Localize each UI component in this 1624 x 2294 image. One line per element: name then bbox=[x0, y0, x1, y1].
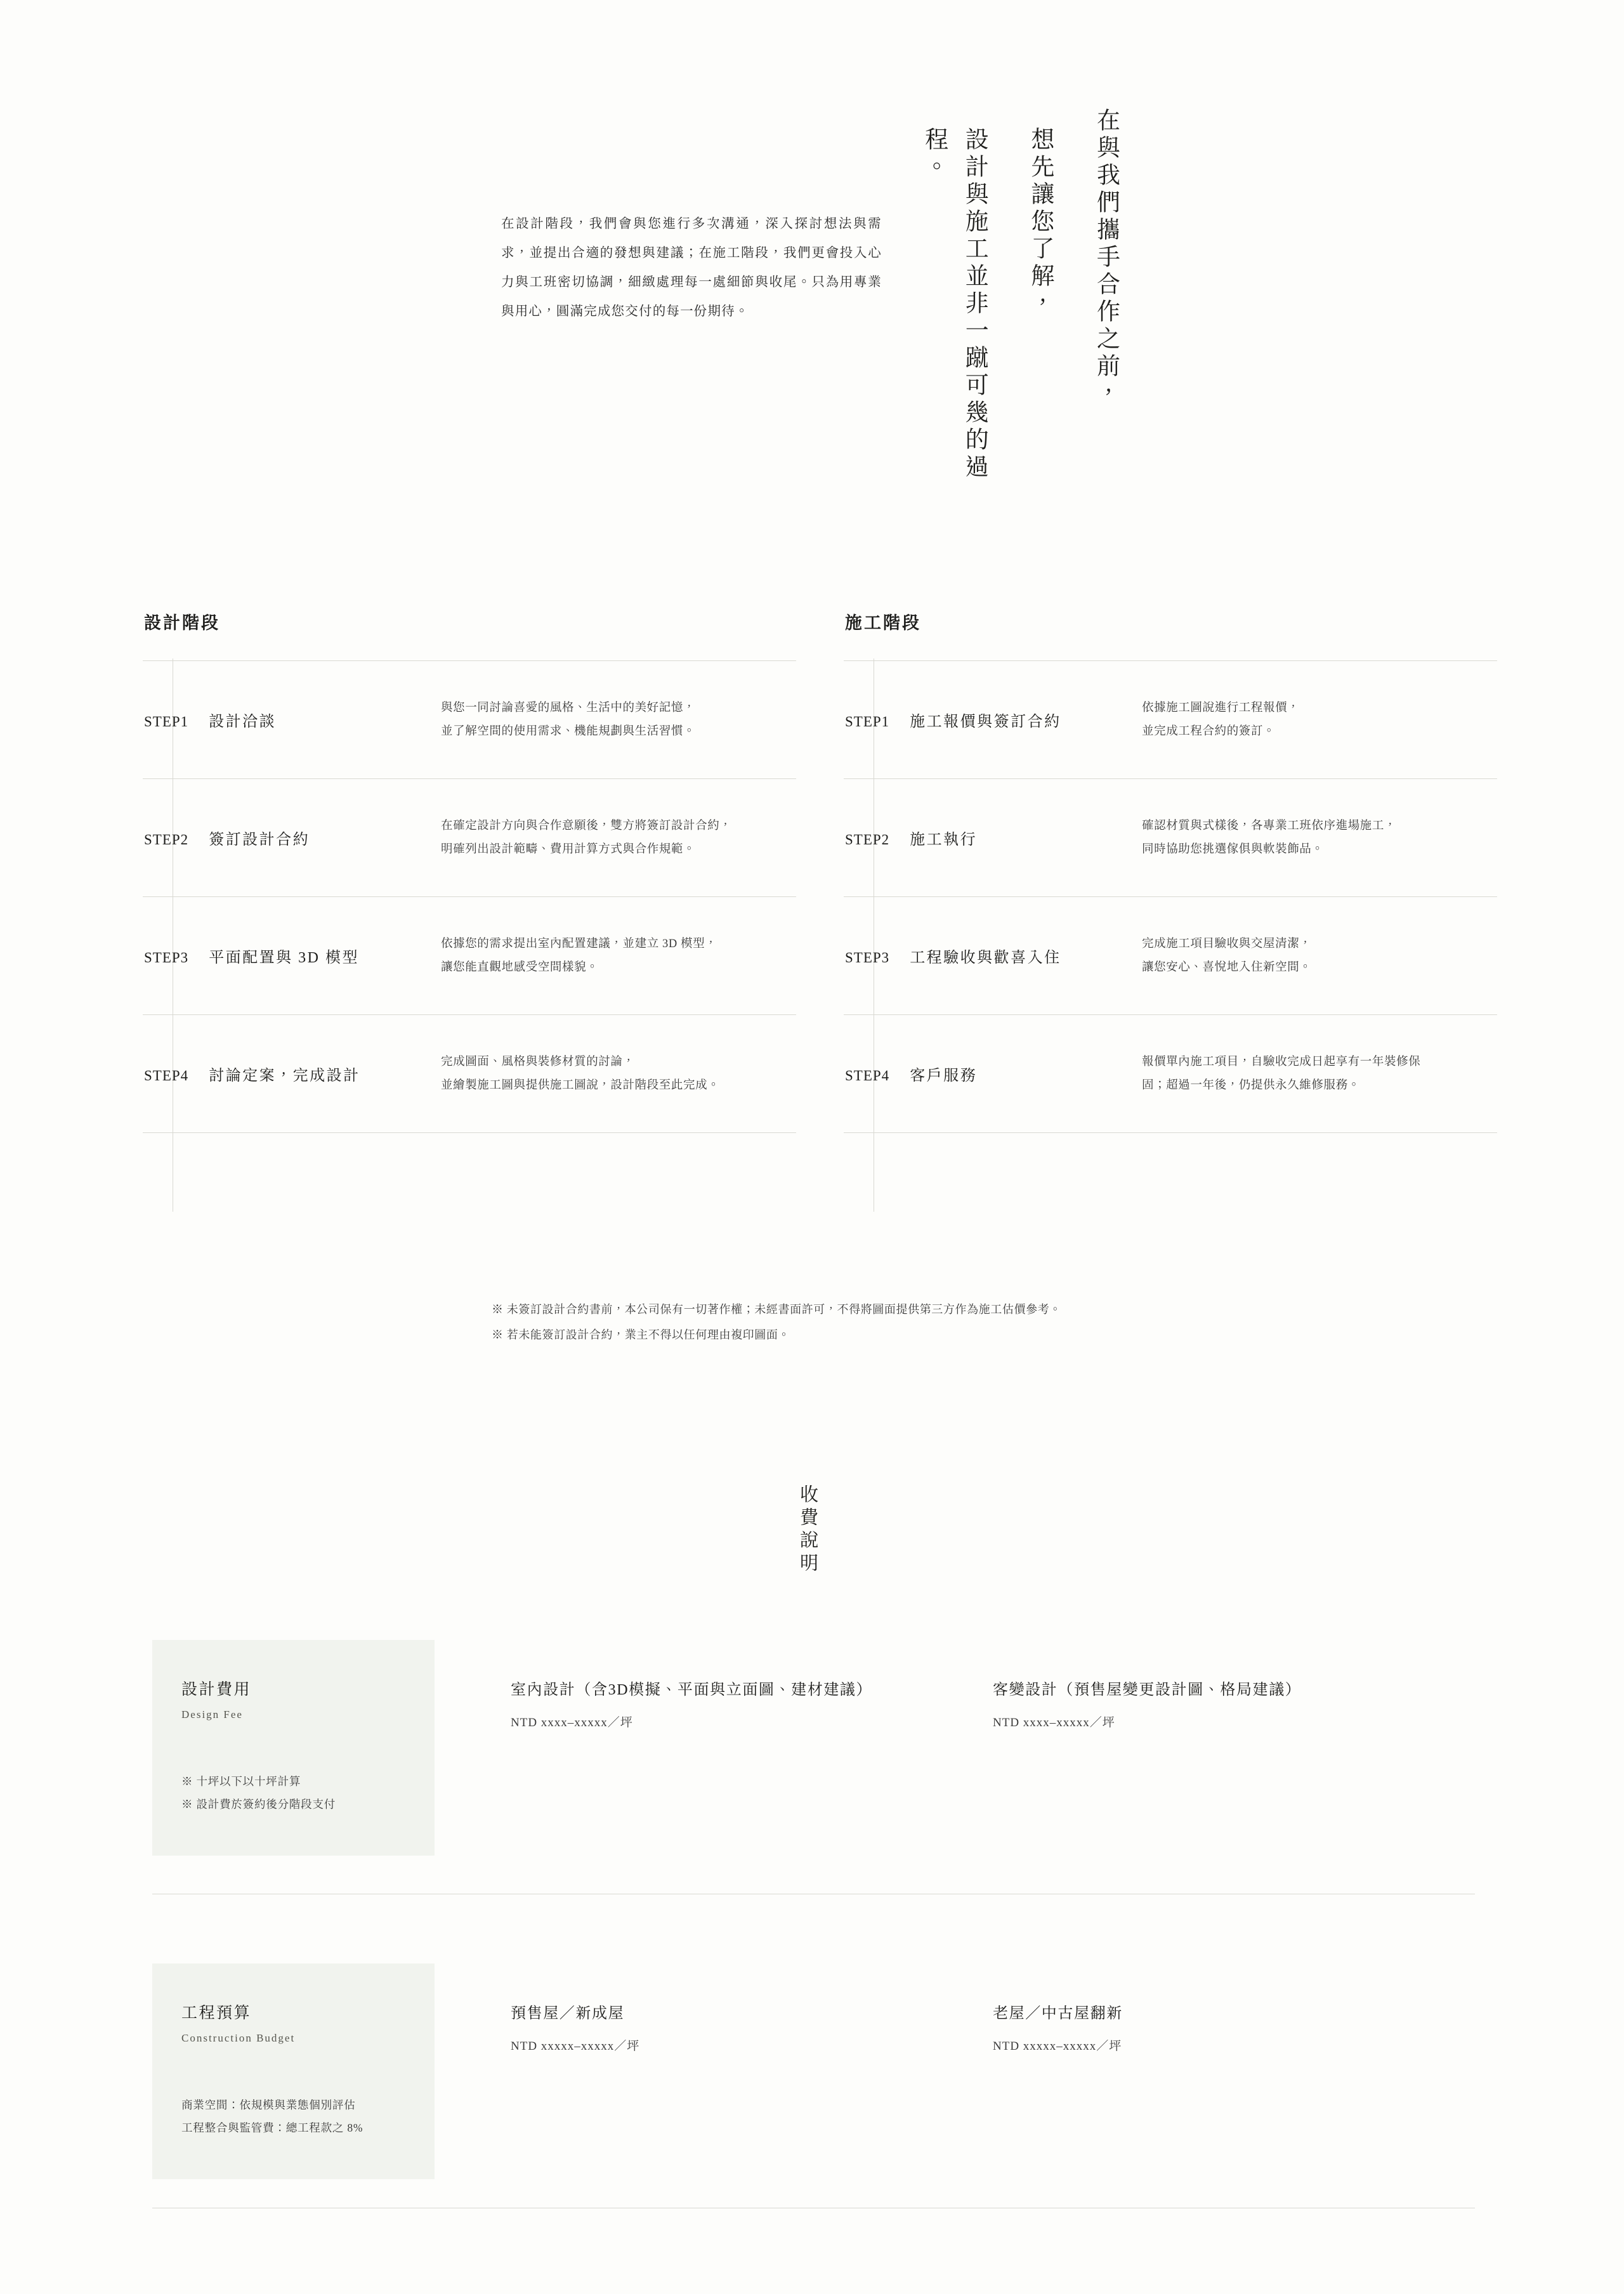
step-number: STEP4 bbox=[144, 1068, 189, 1084]
construction-step-2-label bbox=[844, 827, 1142, 849]
construction-step-3-label bbox=[844, 945, 1142, 967]
design-step-2-label bbox=[143, 827, 441, 849]
table-row bbox=[143, 779, 796, 897]
construction-step-3-desc bbox=[1142, 933, 1497, 980]
step-name: 設計洽談 bbox=[209, 714, 277, 730]
step-desc-line: 與您一同討論喜愛的風格、生活中的美好記憶， bbox=[441, 701, 696, 714]
table-row bbox=[844, 1015, 1497, 1133]
fee-card-note: 工程整合與監管費：總工程款之 8% bbox=[181, 2121, 363, 2134]
step-name: 施工執行 bbox=[910, 832, 978, 848]
construction-stage-title: 施工階段 bbox=[845, 613, 921, 632]
construction-step-4-label bbox=[844, 1063, 1142, 1085]
fee-card-construction bbox=[152, 1963, 435, 2179]
construction-step-4-desc bbox=[1142, 1051, 1497, 1098]
design-stage-column bbox=[143, 609, 796, 1133]
step-desc-line: 讓您能直觀地感受空間樣貌。 bbox=[441, 960, 599, 974]
fee-card-note: ※ 十坪以下以十坪計算 bbox=[181, 1775, 301, 1788]
design-step-3-desc bbox=[441, 933, 796, 980]
legal-note-1: ※ 未簽訂設計合約書前，本公司保有一切著作權；未經書面許可，不得將圖面提供第三方作為施工估價參考。 bbox=[492, 1303, 1061, 1316]
fee-column-price: NTD xxxxx–xxxxx／坪 bbox=[511, 2040, 640, 2053]
table-row bbox=[143, 1015, 796, 1133]
design-step-2-desc bbox=[441, 815, 796, 862]
fee-card-title: 工程預算 bbox=[181, 2005, 252, 2022]
step-desc-line: 讓您安心、喜悅地入住新空間。 bbox=[1142, 960, 1312, 974]
hero-vertical-line-2: 想先讓您了解， bbox=[1026, 127, 1053, 318]
fee-card-note: ※ 設計費於簽約後分階段支付 bbox=[181, 1797, 336, 1811]
table-row bbox=[844, 897, 1497, 1015]
step-desc-line: 完成圖面、風格與裝修材質的討論， bbox=[441, 1055, 635, 1068]
fee-card-subtitle: Construction Budget bbox=[181, 2032, 296, 2044]
step-desc-line: 明確列出設計範疇、費用計算方式與合作規範。 bbox=[441, 842, 696, 856]
step-number: STEP1 bbox=[144, 714, 189, 730]
design-stage-title: 設計階段 bbox=[144, 613, 220, 632]
table-row bbox=[143, 660, 796, 779]
design-step-4-desc bbox=[441, 1051, 796, 1098]
fee-column-presale-new-house bbox=[511, 2000, 993, 2054]
step-desc-line: 同時協助您挑選傢俱與軟裝飾品。 bbox=[1142, 842, 1324, 856]
steps-section bbox=[0, 609, 1624, 1212]
fee-column-price: NTD xxxx–xxxxx／坪 bbox=[993, 1716, 1115, 1729]
legal-notes bbox=[492, 1297, 1061, 1347]
fee-card-design bbox=[152, 1640, 435, 1856]
step-desc-line: 報價單內施工項目，自驗收完成日起享有一年裝修保 bbox=[1142, 1055, 1421, 1068]
table-row bbox=[143, 897, 796, 1015]
step-name: 施工報價與簽訂合約 bbox=[910, 714, 1061, 730]
fee-column-heading: 客變設計（預售屋變更設計圖、格局建議） bbox=[993, 1682, 1302, 1698]
fee-column-customization-design bbox=[993, 1677, 1475, 1730]
table-row bbox=[844, 660, 1497, 779]
step-name: 平面配置與 3D 模型 bbox=[209, 950, 360, 966]
step-name: 討論定案，完成設計 bbox=[209, 1068, 360, 1084]
step-number: STEP3 bbox=[845, 950, 890, 966]
step-name: 客戶服務 bbox=[910, 1068, 978, 1084]
fee-column-old-house-renovation bbox=[993, 2000, 1475, 2054]
step-number: STEP1 bbox=[845, 714, 890, 730]
fee-section-title: 收費說明 bbox=[797, 1485, 818, 1576]
fee-column-heading: 預售屋／新成屋 bbox=[511, 2005, 625, 2022]
step-desc-line: 依據施工圖說進行工程報價， bbox=[1142, 701, 1300, 714]
fee-card-note: 商業空間：依規模與業態個別評估 bbox=[181, 2099, 356, 2111]
fee-column-interior-design bbox=[511, 1677, 993, 1730]
step-number: STEP2 bbox=[845, 832, 890, 848]
fee-card-subtitle: Design Fee bbox=[181, 1708, 243, 1720]
step-number: STEP3 bbox=[144, 950, 189, 966]
fee-column-price: NTD xxxx–xxxxx／坪 bbox=[511, 1716, 633, 1729]
step-number: STEP4 bbox=[845, 1068, 890, 1084]
step-desc-line: 固；超過一年後，仍提供永久維修服務。 bbox=[1142, 1078, 1360, 1092]
step-desc-line: 完成施工項目驗收與交屋清潔， bbox=[1142, 937, 1312, 950]
fee-column-price: NTD xxxxx–xxxxx／坪 bbox=[993, 2040, 1122, 2053]
fee-card-notes bbox=[181, 2094, 405, 2140]
fee-column-heading: 老屋／中古屋翻新 bbox=[993, 2005, 1123, 2022]
construction-step-2-desc bbox=[1142, 815, 1497, 862]
design-step-1-label bbox=[143, 709, 441, 731]
table-row bbox=[844, 779, 1497, 897]
hero-vertical-line-1: 在與我們攜手合作之前， bbox=[1092, 108, 1119, 408]
fee-block-design bbox=[152, 1640, 1475, 1856]
step-desc-line: 並了解空間的使用需求、機能規劃與生活習慣。 bbox=[441, 724, 696, 738]
construction-stage-column bbox=[844, 609, 1497, 1133]
hero-vertical-heading bbox=[914, 108, 1126, 514]
step-desc-line: 並繪製施工圖與提供施工圖說，設計階段至此完成。 bbox=[441, 1078, 720, 1092]
step-number: STEP2 bbox=[144, 832, 189, 848]
legal-note-2: ※ 若未能簽訂設計合約，業主不得以任何理由複印圖面。 bbox=[492, 1328, 790, 1341]
design-step-4-label bbox=[143, 1063, 441, 1085]
construction-step-1-label bbox=[844, 709, 1142, 731]
fee-card-title: 設計費用 bbox=[181, 1681, 252, 1698]
fee-column-heading: 室內設計（含3D模擬、平面與立面圖、建材建議） bbox=[511, 1682, 873, 1698]
step-desc-line: 在確定設計方向與合作意願後，雙方將簽訂設計合約， bbox=[441, 819, 732, 832]
design-step-1-desc bbox=[441, 697, 796, 744]
step-name: 簽訂設計合約 bbox=[209, 832, 310, 848]
fee-block-construction bbox=[152, 1963, 1475, 2179]
hero-vertical-line-3: 設計與施工並非一蹴可幾的過程。 bbox=[920, 127, 988, 482]
fee-card-notes bbox=[181, 1771, 405, 1816]
step-desc-line: 確認材質與式樣後，各專業工班依序進場施工， bbox=[1142, 819, 1397, 832]
step-name: 工程驗收與歡喜入住 bbox=[910, 950, 1061, 966]
hero-paragraph: 在設計階段，我們會與您進行多次溝通，深入探討想法與需求，並提出合適的發想與建議；在施工階段，我們更會投入心力與工班密切協調，細緻處理每一處細節與收尾。只為用專業與用心，圓滿完成您交付的每一份期待。 bbox=[501, 217, 882, 319]
step-desc-line: 並完成工程合約的簽訂。 bbox=[1142, 724, 1276, 738]
step-desc-line: 依據您的需求提出室內配置建議，並建立 3D 模型， bbox=[441, 937, 717, 950]
design-step-3-label bbox=[143, 945, 441, 967]
construction-step-1-desc bbox=[1142, 697, 1497, 744]
